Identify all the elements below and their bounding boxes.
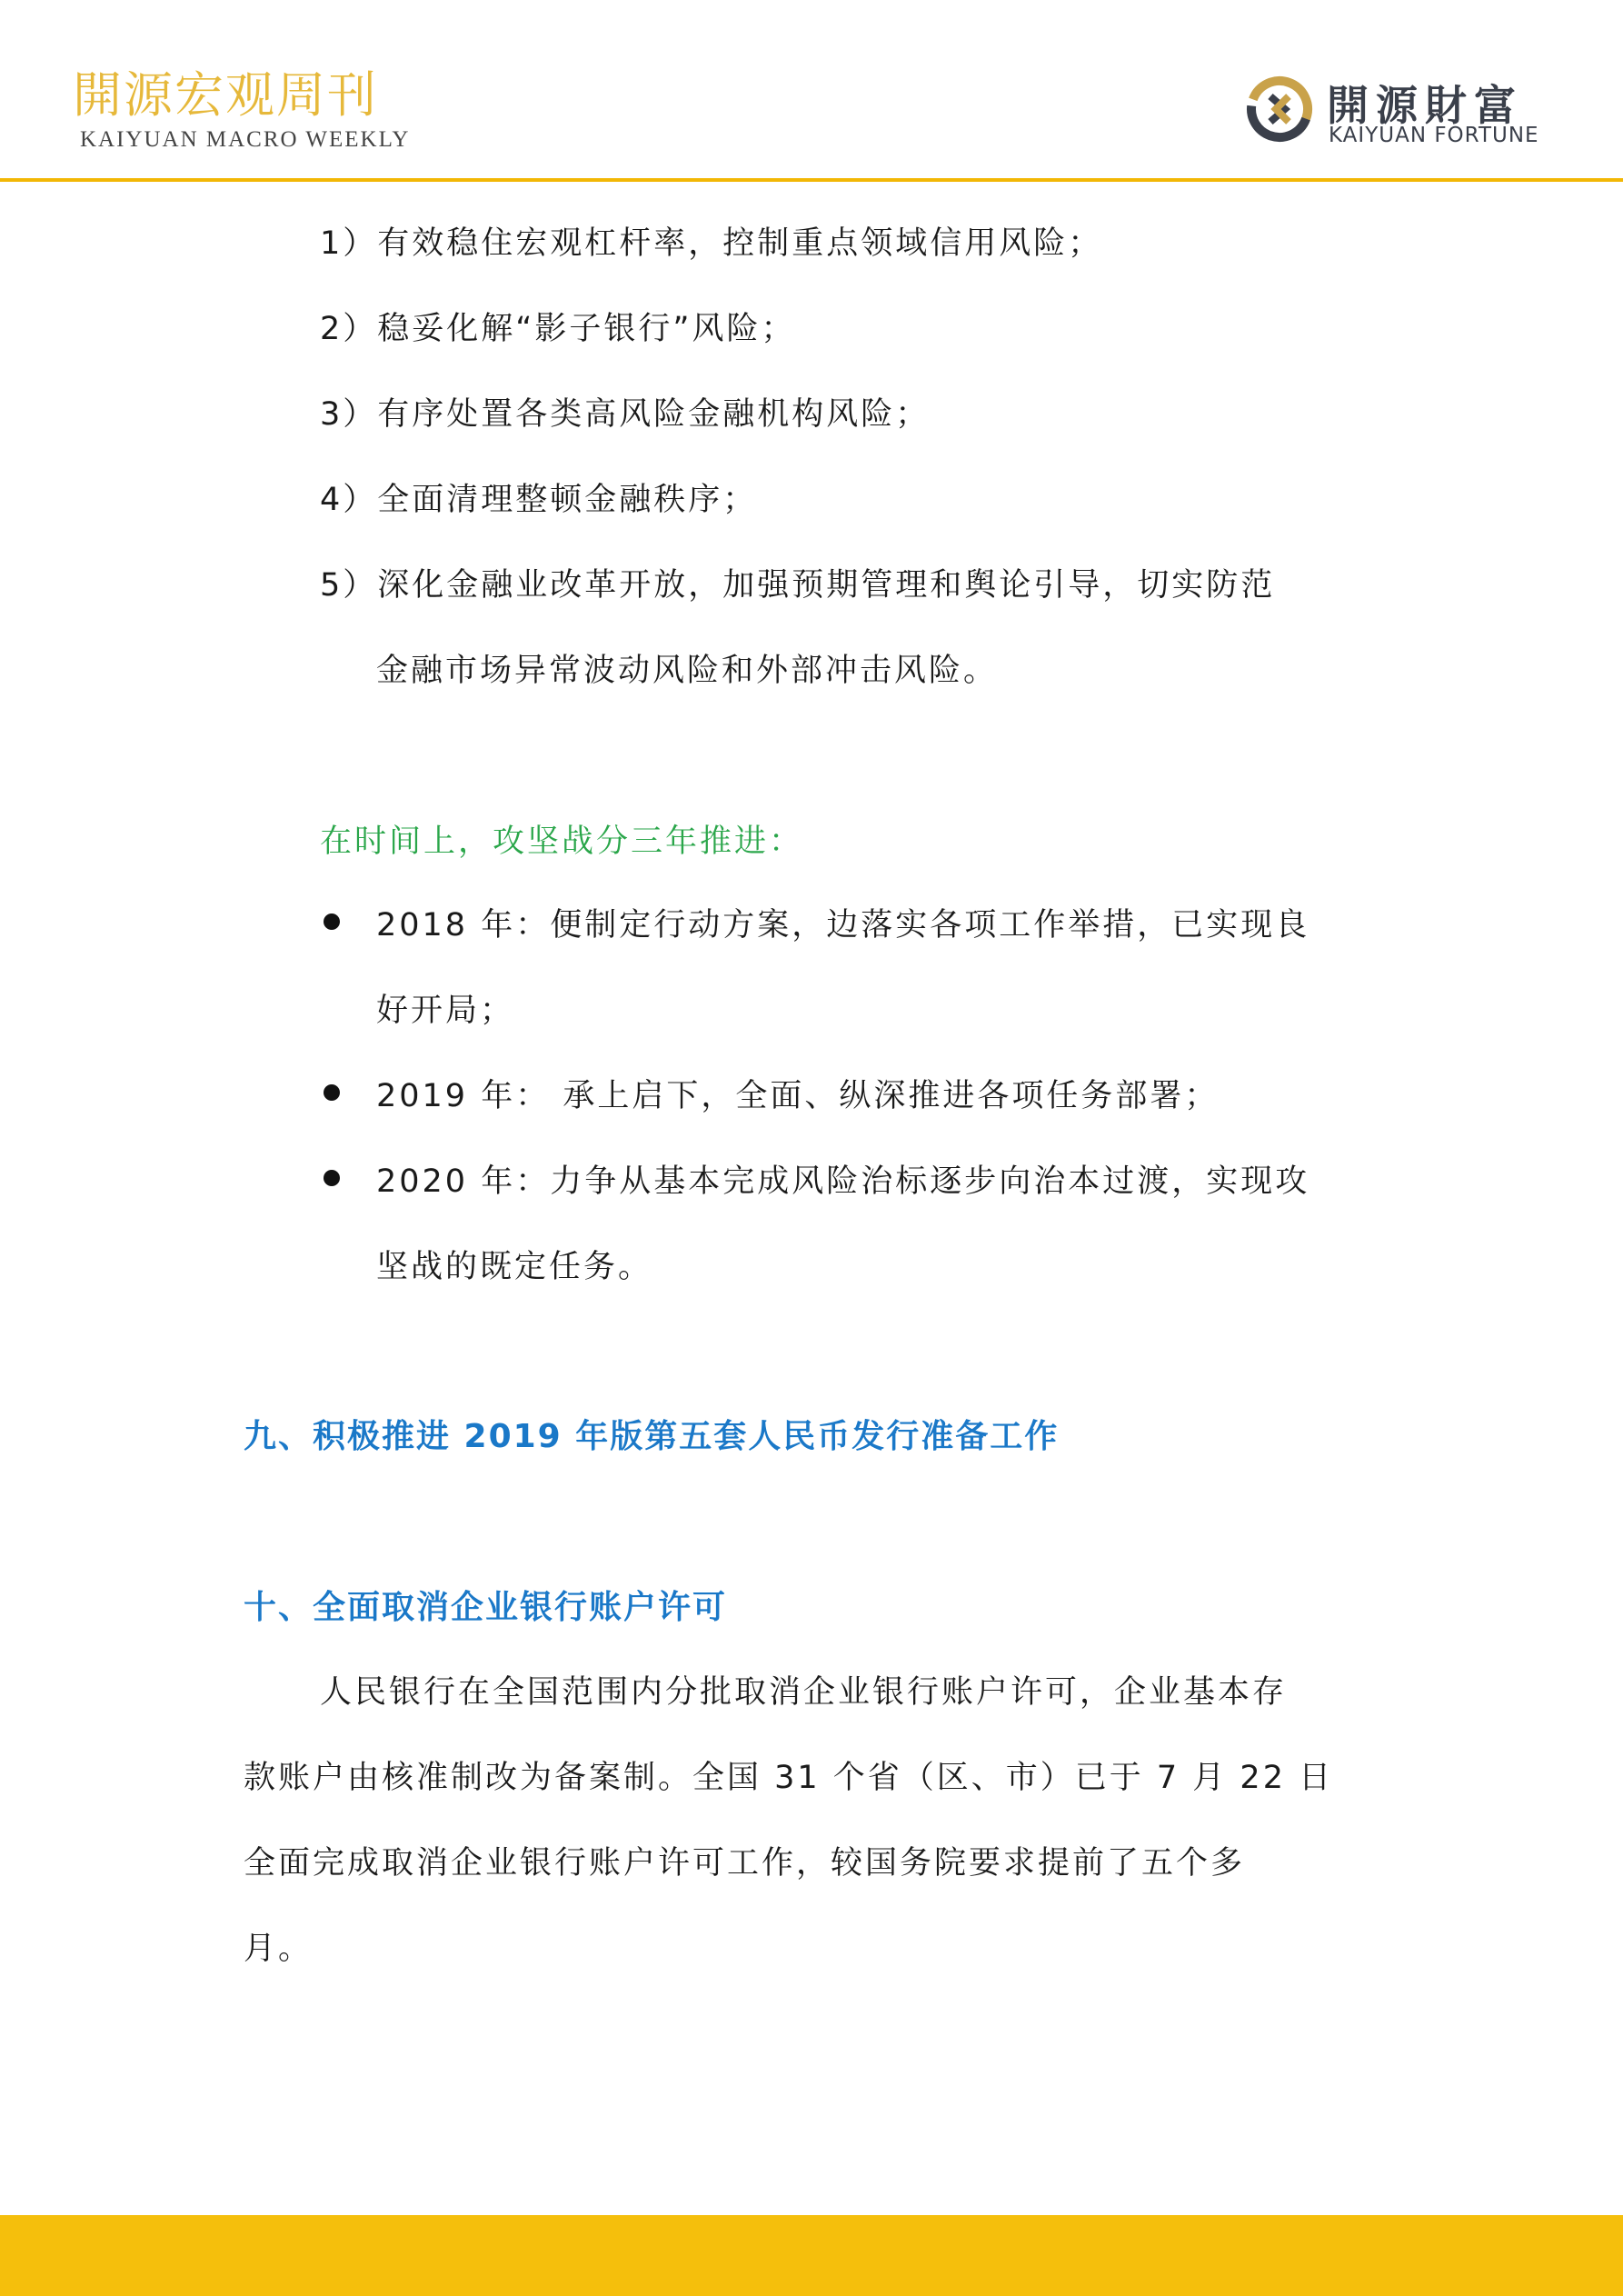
header-title: 開源宏观周刊	[73, 66, 378, 124]
section-10-paragraph-line3: 全面完成取消企业银行账户许可工作，较国务院要求提前了五个多	[244, 1845, 1246, 1882]
header-divider	[0, 178, 1623, 182]
bullet-2020-line1: 2020 年：力争从基本完成风险治标逐步向治本过渡，实现攻	[376, 1163, 1310, 1200]
header-subtitle: KAIYUAN MACRO WEEKLY	[80, 127, 411, 152]
footer-bar	[0, 2215, 1623, 2296]
bullet-2018-line1: 2018 年：便制定行动方案，边落实各项工作举措，已实现良	[376, 907, 1310, 943]
section-10-paragraph-line2: 款账户由核准制改为备案制。全国 31 个省（区、市）已于 7 月 22 日	[244, 1760, 1334, 1796]
section-9-heading: 九、积极推进 2019 年版第五套人民币发行准备工作	[244, 1418, 1060, 1455]
kaiyuan-fortune-logo	[1243, 73, 1579, 155]
numbered-item-5-continued: 金融市场异常波动风险和外部冲击风险。	[376, 653, 999, 689]
logo-mark-icon	[1243, 73, 1316, 145]
bullet-dot-icon	[324, 913, 340, 930]
logo-english-text: KAIYUAN FORTUNE	[1329, 124, 1539, 147]
bullet-dot-icon	[324, 1170, 340, 1186]
bullet-dot-icon	[324, 1084, 340, 1101]
timeline-intro: 在时间上，攻坚战分三年推进：	[320, 824, 804, 860]
bullet-2019-line1: 2019 年： 承上启下，全面、纵深推进各项任务部署；	[376, 1078, 1220, 1114]
numbered-item-5: 5）深化金融业改革开放，加强预期管理和舆论引导，切实防范	[320, 567, 1276, 604]
numbered-item-3: 3）有序处置各类高风险金融机构风险；	[320, 396, 931, 433]
bullet-2018-line2: 好开局；	[376, 993, 515, 1029]
section-10-heading: 十、全面取消企业银行账户许可	[244, 1589, 728, 1626]
numbered-item-2: 2）稳妥化解“影子银行”风险；	[320, 311, 796, 347]
section-10-paragraph-line4: 月。	[244, 1931, 314, 1967]
page-header	[0, 0, 1623, 180]
section-10-paragraph-line1: 人民银行在全国范围内分批取消企业银行账户许可，企业基本存	[320, 1674, 1288, 1711]
numbered-item-1: 1）有效稳住宏观杠杆率，控制重点领域信用风险；	[320, 225, 1103, 262]
numbered-item-4: 4）全面清理整顿金融秩序；	[320, 482, 758, 518]
logo-chinese-text: 開源財富	[1327, 81, 1523, 130]
bullet-2020-line2: 坚战的既定任务。	[376, 1249, 653, 1285]
